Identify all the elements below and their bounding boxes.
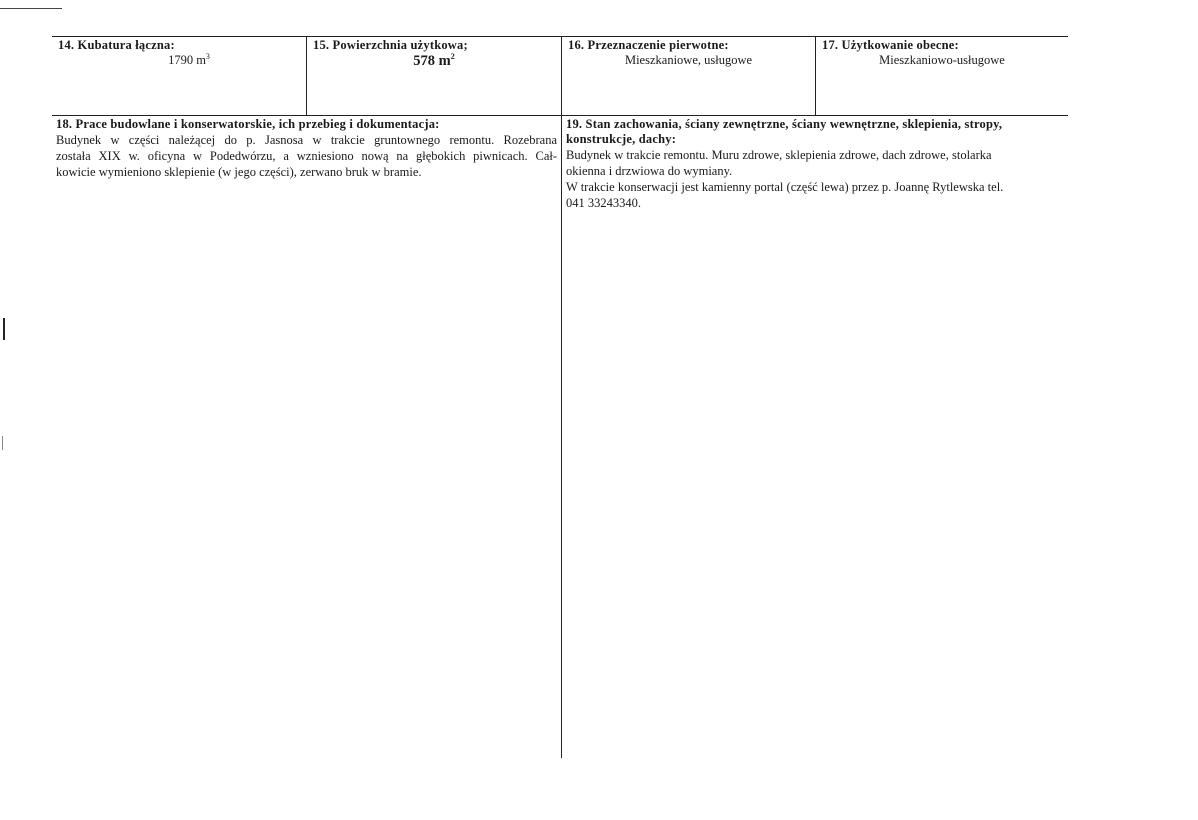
field-16-label: 16. Przeznaczenie pierwotne:	[568, 38, 729, 52]
field-17-value: Mieszkaniowo-usługowe	[879, 53, 1005, 67]
section-18-line: Budynek w części należącej do p. Jasnosa w trakcie gruntownego remontu. Rozebrana	[56, 133, 557, 147]
field-14-value: 1790 $m^3$	[168, 51, 210, 67]
sections-row	[52, 114, 1068, 758]
scan-edge-mark	[0, 8, 62, 9]
section-19-label	[566, 117, 1064, 147]
section-18-line: kowicie wymieniono sklepienie (w jego części), zerwano bruk w bramie.	[56, 165, 422, 179]
section-19-line: 041 33243340.	[566, 196, 641, 210]
section-18-label: 18. Prace budowlane i konserwatorskie, ich przebieg i dokumentacja:	[56, 117, 440, 131]
section-19-condition	[562, 114, 1068, 211]
field-16-value: Mieszkaniowe, usługowe	[624, 53, 753, 67]
section-18-line: została XIX w. oficyna w Podedwórzu, a wzniesiono nową na głębokich piwnicach. Cał-	[56, 149, 557, 163]
field-15-value: 578 $m^2$	[413, 52, 455, 69]
scan-edge-mark	[3, 318, 5, 340]
field-14-label: 14. Kubatura łączna:	[58, 38, 175, 52]
field-14-kubatura	[52, 37, 306, 115]
field-15-powierzchnia	[307, 37, 561, 115]
field-17-uzytkowanie	[816, 37, 1068, 115]
field-15-label: 15. Powierzchnia użytkowa;	[313, 38, 468, 52]
section-19-text	[566, 147, 1064, 211]
section-18-text	[56, 132, 557, 180]
section-19-line: W trakcie konserwacji jest kamienny portal (część lewa) przez p. Joannę Rytlewska tel.	[566, 180, 1004, 194]
section-18-works	[52, 114, 561, 180]
section-19-label-line: 19. Stan zachowania, ściany zewnętrzne, ściany wewnętrzne, sklepienia, stropy,	[566, 117, 1003, 131]
scan-edge-mark	[2, 436, 3, 450]
fields-row	[52, 36, 1068, 116]
section-19-label-line: konstrukcje, dachy:	[566, 132, 677, 146]
section-19-line: Budynek w trakcie remontu. Muru zdrowe, sklepienia zdrowe, dach zdrowe, stolarka	[566, 148, 992, 162]
section-19-line: okienna i drzwiowa do wymiany.	[566, 164, 733, 178]
field-16-przeznaczenie	[562, 37, 815, 115]
field-17-label: 17. Użytkowanie obecne:	[822, 38, 959, 52]
